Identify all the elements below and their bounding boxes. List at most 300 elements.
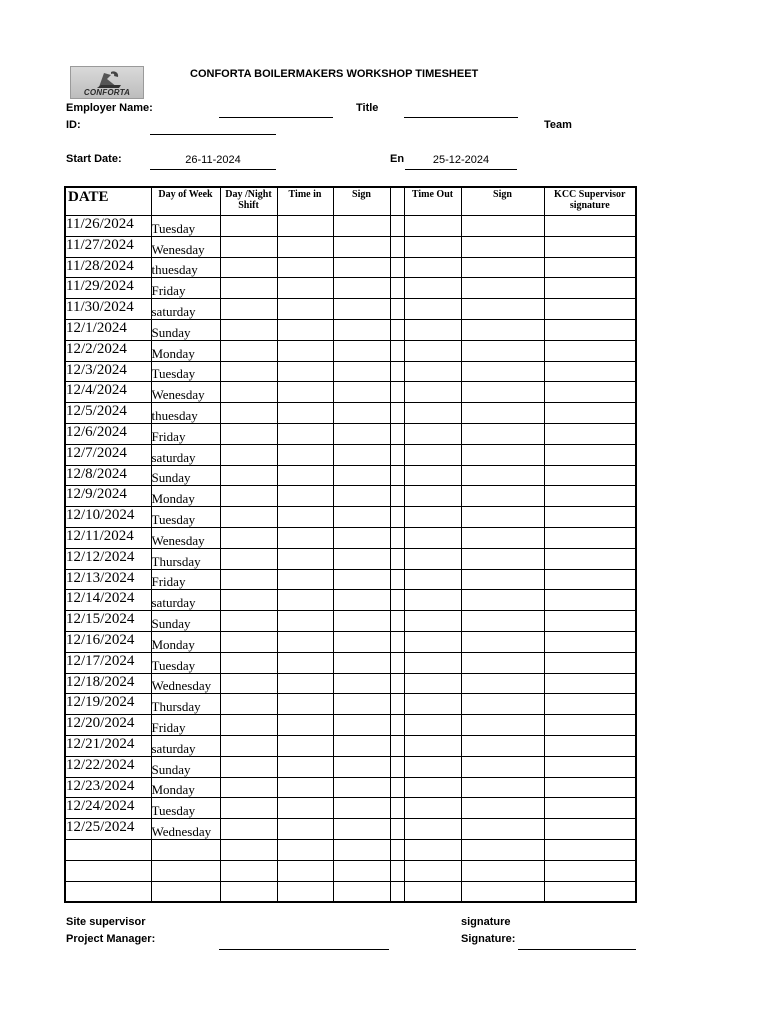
shift-cell[interactable]	[220, 715, 277, 736]
day-of-week-cell: Friday	[151, 569, 220, 590]
sign-in-cell[interactable]	[333, 715, 390, 736]
shift-cell[interactable]	[220, 590, 277, 611]
spacer-cell	[390, 299, 404, 320]
supervisor-signature-cell[interactable]	[544, 216, 636, 237]
time-out-cell[interactable]	[404, 299, 461, 320]
sign-in-cell[interactable]	[333, 631, 390, 652]
spacer-cell	[390, 652, 404, 673]
shift-cell[interactable]	[220, 735, 277, 756]
day-of-week-cell: Monday	[151, 486, 220, 507]
time-in-cell[interactable]	[277, 548, 333, 569]
sign-in-cell[interactable]	[333, 236, 390, 257]
table-row	[65, 257, 636, 278]
time-in-cell[interactable]	[277, 839, 333, 860]
shift-cell[interactable]	[220, 507, 277, 528]
time-in-cell[interactable]	[277, 361, 333, 382]
time-in-cell[interactable]	[277, 382, 333, 403]
sign-out-cell[interactable]	[461, 527, 544, 548]
sign-out-cell[interactable]	[461, 548, 544, 569]
sign-out-cell[interactable]	[461, 694, 544, 715]
sign-out-cell[interactable]	[461, 735, 544, 756]
spacer-cell	[390, 590, 404, 611]
table-row	[65, 735, 636, 756]
table-row	[65, 216, 636, 237]
end-date-label: En	[390, 153, 404, 165]
time-in-cell[interactable]	[277, 236, 333, 257]
time-out-cell[interactable]	[404, 756, 461, 777]
table-row	[65, 611, 636, 632]
sign-in-cell[interactable]	[333, 735, 390, 756]
sign-out-cell[interactable]	[461, 590, 544, 611]
shift-cell[interactable]	[220, 756, 277, 777]
time-out-cell[interactable]	[404, 631, 461, 652]
time-out-cell[interactable]	[404, 444, 461, 465]
sign-in-cell[interactable]	[333, 319, 390, 340]
time-out-cell[interactable]	[404, 548, 461, 569]
table-row	[65, 278, 636, 299]
sign-in-cell[interactable]	[333, 673, 390, 694]
day-of-week-cell: saturday	[151, 299, 220, 320]
shift-cell[interactable]	[220, 299, 277, 320]
table-row	[65, 777, 636, 798]
day-of-week-cell: saturday	[151, 590, 220, 611]
sign-in-cell[interactable]	[333, 465, 390, 486]
end-date-value[interactable]: 25-12-2024	[432, 154, 490, 166]
col-header-date: DATE	[65, 187, 151, 216]
supervisor-signature-cell[interactable]	[544, 382, 636, 403]
sign-in-cell[interactable]	[333, 527, 390, 548]
time-in-cell[interactable]	[277, 403, 333, 424]
sign-out-cell[interactable]	[461, 507, 544, 528]
time-in-cell[interactable]	[277, 257, 333, 278]
spacer-cell	[390, 694, 404, 715]
date-cell: 12/15/2024	[65, 611, 151, 632]
sign-in-cell[interactable]	[333, 611, 390, 632]
time-in-cell[interactable]	[277, 278, 333, 299]
time-out-cell[interactable]	[404, 527, 461, 548]
time-out-cell[interactable]	[404, 798, 461, 819]
sign-out-cell[interactable]	[461, 798, 544, 819]
shift-cell[interactable]	[220, 611, 277, 632]
time-in-cell[interactable]	[277, 611, 333, 632]
signature-label-2: Signature:	[461, 933, 516, 945]
table-row	[65, 715, 636, 736]
sign-in-cell[interactable]	[333, 299, 390, 320]
shift-cell[interactable]	[220, 319, 277, 340]
sign-in-cell[interactable]	[333, 548, 390, 569]
project-manager-label: Project Manager:	[66, 933, 156, 945]
sign-in-cell[interactable]	[333, 216, 390, 237]
day-of-week-cell: Sunday	[151, 319, 220, 340]
sign-out-cell[interactable]	[461, 382, 544, 403]
spacer-cell	[390, 486, 404, 507]
day-of-week-cell: Friday	[151, 715, 220, 736]
supervisor-signature-cell[interactable]	[544, 403, 636, 424]
time-in-cell[interactable]	[277, 694, 333, 715]
timesheet-table	[64, 186, 637, 903]
sign-in-cell[interactable]	[333, 486, 390, 507]
shift-cell[interactable]	[220, 631, 277, 652]
day-of-week-cell: Thursday	[151, 694, 220, 715]
date-cell: 12/12/2024	[65, 548, 151, 569]
time-in-cell[interactable]	[277, 590, 333, 611]
sign-out-cell[interactable]	[461, 423, 544, 444]
supervisor-signature-cell[interactable]	[544, 507, 636, 528]
table-row	[65, 299, 636, 320]
time-in-cell[interactable]	[277, 777, 333, 798]
time-in-cell[interactable]	[277, 735, 333, 756]
table-header-row	[65, 187, 636, 216]
time-out-cell[interactable]	[404, 652, 461, 673]
shift-cell[interactable]	[220, 361, 277, 382]
supervisor-signature-cell[interactable]	[544, 319, 636, 340]
supervisor-signature-cell[interactable]	[544, 257, 636, 278]
date-cell: 12/10/2024	[65, 507, 151, 528]
sign-out-cell[interactable]	[461, 881, 544, 902]
sign-out-cell[interactable]	[461, 257, 544, 278]
sign-out-cell[interactable]	[461, 777, 544, 798]
sign-in-cell[interactable]	[333, 819, 390, 840]
sign-in-cell[interactable]	[333, 777, 390, 798]
time-out-cell[interactable]	[404, 236, 461, 257]
day-of-week-cell: Tuesday	[151, 361, 220, 382]
sign-out-cell[interactable]	[461, 631, 544, 652]
time-out-cell[interactable]	[404, 423, 461, 444]
date-cell: 12/17/2024	[65, 652, 151, 673]
supervisor-signature-cell[interactable]	[544, 860, 636, 881]
sign-out-cell[interactable]	[461, 819, 544, 840]
day-of-week-cell: Wednesday	[151, 673, 220, 694]
table-row	[65, 361, 636, 382]
date-cell	[65, 860, 151, 881]
sign-in-cell[interactable]	[333, 278, 390, 299]
supervisor-signature-cell[interactable]	[544, 486, 636, 507]
sign-in-cell[interactable]	[333, 569, 390, 590]
table-row	[65, 756, 636, 777]
supervisor-signature-cell[interactable]	[544, 569, 636, 590]
sign-out-cell[interactable]	[461, 444, 544, 465]
date-cell: 12/7/2024	[65, 444, 151, 465]
supervisor-signature-cell[interactable]	[544, 236, 636, 257]
day-of-week-cell: Wenesday	[151, 382, 220, 403]
day-of-week-cell: Monday	[151, 777, 220, 798]
sign-out-cell[interactable]	[461, 403, 544, 424]
table-row	[65, 527, 636, 548]
supervisor-signature-cell[interactable]	[544, 340, 636, 361]
sign-out-cell[interactable]	[461, 319, 544, 340]
time-in-cell[interactable]	[277, 569, 333, 590]
team-label: Team	[544, 119, 572, 131]
shift-cell[interactable]	[220, 777, 277, 798]
sign-in-cell[interactable]	[333, 507, 390, 528]
time-out-cell[interactable]	[404, 590, 461, 611]
spacer-cell	[390, 444, 404, 465]
sign-in-cell[interactable]	[333, 798, 390, 819]
date-cell	[65, 881, 151, 902]
date-cell: 12/3/2024	[65, 361, 151, 382]
time-out-cell[interactable]	[404, 465, 461, 486]
col-header-time-out: Time Out	[404, 187, 461, 216]
supervisor-signature-cell[interactable]	[544, 444, 636, 465]
sign-out-cell[interactable]	[461, 361, 544, 382]
sign-in-cell[interactable]	[333, 860, 390, 881]
supervisor-signature-cell[interactable]	[544, 715, 636, 736]
time-out-cell[interactable]	[404, 507, 461, 528]
supervisor-signature-cell[interactable]	[544, 631, 636, 652]
time-out-cell[interactable]	[404, 216, 461, 237]
table-row	[65, 839, 636, 860]
day-of-week-cell	[151, 839, 220, 860]
shift-cell[interactable]	[220, 216, 277, 237]
time-in-cell[interactable]	[277, 819, 333, 840]
shift-cell[interactable]	[220, 278, 277, 299]
sign-out-cell[interactable]	[461, 652, 544, 673]
shift-cell[interactable]	[220, 257, 277, 278]
shift-cell[interactable]	[220, 340, 277, 361]
spacer-cell	[390, 340, 404, 361]
shift-cell[interactable]	[220, 236, 277, 257]
shift-cell[interactable]	[220, 652, 277, 673]
supervisor-signature-cell[interactable]	[544, 694, 636, 715]
time-in-cell[interactable]	[277, 507, 333, 528]
supervisor-signature-cell[interactable]	[544, 278, 636, 299]
supervisor-signature-cell[interactable]	[544, 881, 636, 902]
time-in-cell[interactable]	[277, 673, 333, 694]
date-cell: 12/9/2024	[65, 486, 151, 507]
sign-in-cell[interactable]	[333, 590, 390, 611]
time-out-cell[interactable]	[404, 860, 461, 881]
sign-in-cell[interactable]	[333, 403, 390, 424]
sign-out-cell[interactable]	[461, 236, 544, 257]
sign-in-cell[interactable]	[333, 423, 390, 444]
shift-cell[interactable]	[220, 548, 277, 569]
time-out-cell[interactable]	[404, 881, 461, 902]
supervisor-signature-cell[interactable]	[544, 798, 636, 819]
shift-cell[interactable]	[220, 881, 277, 902]
spacer-cell	[390, 361, 404, 382]
shift-cell[interactable]	[220, 527, 277, 548]
table-row	[65, 881, 636, 902]
sign-in-cell[interactable]	[333, 361, 390, 382]
time-out-cell[interactable]	[404, 569, 461, 590]
shift-cell[interactable]	[220, 819, 277, 840]
time-in-cell[interactable]	[277, 340, 333, 361]
sign-out-cell[interactable]	[461, 299, 544, 320]
table-row	[65, 798, 636, 819]
sign-in-cell[interactable]	[333, 444, 390, 465]
time-out-cell[interactable]	[404, 257, 461, 278]
sign-in-cell[interactable]	[333, 340, 390, 361]
sign-in-cell[interactable]	[333, 881, 390, 902]
supervisor-signature-cell[interactable]	[544, 527, 636, 548]
time-out-cell[interactable]	[404, 715, 461, 736]
day-of-week-cell	[151, 860, 220, 881]
table-row	[65, 486, 636, 507]
table-row	[65, 569, 636, 590]
time-in-cell[interactable]	[277, 860, 333, 881]
spacer-cell	[390, 819, 404, 840]
time-in-cell[interactable]	[277, 465, 333, 486]
time-out-cell[interactable]	[404, 361, 461, 382]
date-cell: 12/8/2024	[65, 465, 151, 486]
time-out-cell[interactable]	[404, 403, 461, 424]
time-out-cell[interactable]	[404, 839, 461, 860]
day-of-week-cell: Monday	[151, 340, 220, 361]
site-supervisor-label: Site supervisor	[66, 916, 146, 928]
sign-out-cell[interactable]	[461, 465, 544, 486]
time-out-cell[interactable]	[404, 673, 461, 694]
spacer-cell	[390, 527, 404, 548]
time-in-cell[interactable]	[277, 798, 333, 819]
spacer-cell	[390, 403, 404, 424]
col-header-spacer	[390, 187, 404, 216]
shift-cell[interactable]	[220, 839, 277, 860]
supervisor-signature-cell[interactable]	[544, 819, 636, 840]
end-date-underline	[405, 169, 517, 170]
time-out-cell[interactable]	[404, 340, 461, 361]
date-cell: 11/27/2024	[65, 236, 151, 257]
table-row	[65, 444, 636, 465]
table-row	[65, 673, 636, 694]
employer-name-label: Employer Name:	[66, 102, 153, 114]
col-header-sign-in: Sign	[333, 187, 390, 216]
sign-in-cell[interactable]	[333, 694, 390, 715]
spacer-cell	[390, 735, 404, 756]
table-row	[65, 590, 636, 611]
time-out-cell[interactable]	[404, 694, 461, 715]
shift-cell[interactable]	[220, 569, 277, 590]
date-cell: 12/11/2024	[65, 527, 151, 548]
time-in-cell[interactable]	[277, 216, 333, 237]
signature-field[interactable]	[518, 949, 636, 950]
time-in-cell[interactable]	[277, 486, 333, 507]
shift-cell[interactable]	[220, 798, 277, 819]
spacer-cell	[390, 216, 404, 237]
sign-out-cell[interactable]	[461, 839, 544, 860]
table-row	[65, 694, 636, 715]
time-in-cell[interactable]	[277, 652, 333, 673]
time-in-cell[interactable]	[277, 756, 333, 777]
supervisor-signature-cell[interactable]	[544, 839, 636, 860]
day-of-week-cell: thuesday	[151, 403, 220, 424]
sign-out-cell[interactable]	[461, 673, 544, 694]
spacer-cell	[390, 236, 404, 257]
date-cell: 12/21/2024	[65, 735, 151, 756]
supervisor-signature-cell[interactable]	[544, 361, 636, 382]
day-of-week-cell: Friday	[151, 423, 220, 444]
time-in-cell[interactable]	[277, 631, 333, 652]
time-out-cell[interactable]	[404, 611, 461, 632]
day-of-week-cell: Sunday	[151, 465, 220, 486]
date-cell: 12/18/2024	[65, 673, 151, 694]
day-of-week-cell: saturday	[151, 735, 220, 756]
time-in-cell[interactable]	[277, 423, 333, 444]
time-in-cell[interactable]	[277, 527, 333, 548]
sign-out-cell[interactable]	[461, 611, 544, 632]
sign-in-cell[interactable]	[333, 257, 390, 278]
time-out-cell[interactable]	[404, 819, 461, 840]
date-cell: 11/26/2024	[65, 216, 151, 237]
time-in-cell[interactable]	[277, 444, 333, 465]
supervisor-signature-cell[interactable]	[544, 756, 636, 777]
supervisor-signature-cell[interactable]	[544, 652, 636, 673]
time-in-cell[interactable]	[277, 715, 333, 736]
start-date-value[interactable]: 26-11-2024	[185, 154, 241, 166]
shift-cell[interactable]	[220, 860, 277, 881]
time-out-cell[interactable]	[404, 382, 461, 403]
shift-cell[interactable]	[220, 403, 277, 424]
sign-out-cell[interactable]	[461, 278, 544, 299]
time-in-cell[interactable]	[277, 881, 333, 902]
day-of-week-cell: Tuesday	[151, 507, 220, 528]
sign-out-cell[interactable]	[461, 860, 544, 881]
title-field[interactable]	[404, 117, 518, 118]
time-in-cell[interactable]	[277, 299, 333, 320]
spacer-cell	[390, 465, 404, 486]
col-header-time-in: Time in	[277, 187, 333, 216]
shift-cell[interactable]	[220, 382, 277, 403]
supervisor-signature-cell[interactable]	[544, 590, 636, 611]
supervisor-signature-cell[interactable]	[544, 548, 636, 569]
spacer-cell	[390, 569, 404, 590]
sign-out-cell[interactable]	[461, 569, 544, 590]
sign-in-cell[interactable]	[333, 382, 390, 403]
shift-cell[interactable]	[220, 465, 277, 486]
time-out-cell[interactable]	[404, 735, 461, 756]
spacer-cell	[390, 673, 404, 694]
sign-out-cell[interactable]	[461, 756, 544, 777]
employer-name-field[interactable]	[219, 117, 333, 118]
shift-cell[interactable]	[220, 486, 277, 507]
shift-cell[interactable]	[220, 444, 277, 465]
time-out-cell[interactable]	[404, 486, 461, 507]
date-cell: 12/2/2024	[65, 340, 151, 361]
sign-in-cell[interactable]	[333, 756, 390, 777]
sign-out-cell[interactable]	[461, 216, 544, 237]
supervisor-signature-cell[interactable]	[544, 465, 636, 486]
day-of-week-cell: Tuesday	[151, 216, 220, 237]
shift-cell[interactable]	[220, 694, 277, 715]
date-cell: 12/19/2024	[65, 694, 151, 715]
time-out-cell[interactable]	[404, 777, 461, 798]
sign-in-cell[interactable]	[333, 839, 390, 860]
spacer-cell	[390, 839, 404, 860]
sign-out-cell[interactable]	[461, 715, 544, 736]
project-manager-field[interactable]	[219, 949, 389, 950]
date-cell: 12/23/2024	[65, 777, 151, 798]
supervisor-signature-cell[interactable]	[544, 611, 636, 632]
sign-out-cell[interactable]	[461, 486, 544, 507]
supervisor-signature-cell[interactable]	[544, 735, 636, 756]
table-row	[65, 507, 636, 528]
supervisor-signature-cell[interactable]	[544, 777, 636, 798]
table-row	[65, 819, 636, 840]
time-out-cell[interactable]	[404, 278, 461, 299]
sign-in-cell[interactable]	[333, 652, 390, 673]
supervisor-signature-cell[interactable]	[544, 673, 636, 694]
time-in-cell[interactable]	[277, 319, 333, 340]
id-field[interactable]	[150, 134, 276, 135]
time-out-cell[interactable]	[404, 319, 461, 340]
supervisor-signature-cell[interactable]	[544, 423, 636, 444]
shift-cell[interactable]	[220, 673, 277, 694]
date-cell: 12/14/2024	[65, 590, 151, 611]
table-row	[65, 382, 636, 403]
supervisor-signature-cell[interactable]	[544, 299, 636, 320]
sign-out-cell[interactable]	[461, 340, 544, 361]
shift-cell[interactable]	[220, 423, 277, 444]
spacer-cell	[390, 798, 404, 819]
